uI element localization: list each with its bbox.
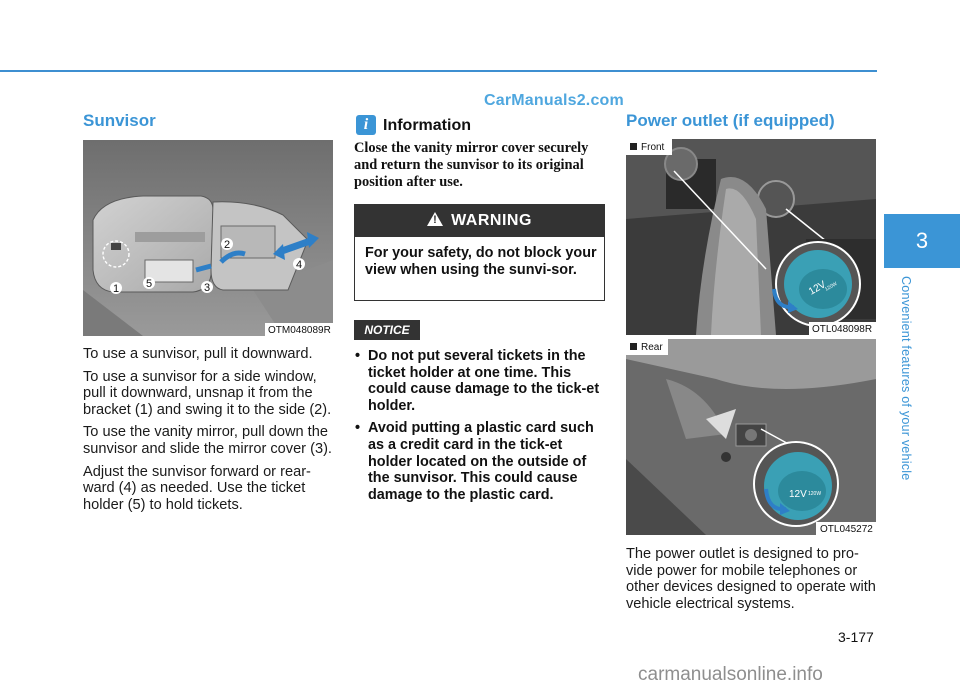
bullet-square-icon: [630, 343, 637, 350]
sunvisor-para-2: To use a sunvisor for a side window, pull it downward, unsnap it from the bracket (1) and swing it to the side (2).: [83, 368, 332, 418]
rear-outlet-photo: [626, 339, 876, 535]
power-outlet-body: The power outlet is designed to pro-vide power for mobile telephones or other devices designed to operate with vehicle electrical systems.: [626, 546, 876, 612]
page-number: 3-177: [838, 629, 874, 645]
sunvisor-para-1: To use a sunvisor, pull it downward.: [83, 346, 313, 362]
rear-outlet-drawing: [626, 339, 876, 535]
front-outlet-drawing: [626, 139, 876, 335]
information-title: Information: [383, 117, 471, 134]
front-outlet-photo: [626, 139, 876, 335]
front-label: Front: [630, 142, 664, 153]
sunvisor-text: [83, 346, 333, 519]
power-outlet-title: Power outlet (if equipped): [626, 111, 835, 130]
bullet-square-icon: [630, 143, 637, 150]
callout-2: 2: [223, 239, 231, 251]
sunvisor-para-3: To use the vanity mirror, pull down the sunvisor and slide the mirror cover (3).: [83, 424, 332, 457]
callout-3: 3: [203, 282, 211, 294]
rear-image-code: OTL045272: [820, 524, 873, 535]
chapter-title: Convenient features of your vehicle: [899, 276, 913, 481]
warning-body: For your safety, do not block your view when using the sunvi-sor.: [365, 245, 597, 278]
watermark-top[interactable]: CarManuals2.com: [484, 92, 624, 109]
notice-bullets: [354, 348, 605, 509]
sunvisor-para-4: Adjust the sunvisor forward or rear-ward (4) as needed. Use the ticket holder (5) to hold tickets.: [83, 463, 311, 513]
rear-socket-120w: 120W: [808, 491, 822, 497]
warning-triangle-icon: !: [427, 212, 443, 226]
info-icon: i: [356, 115, 376, 135]
information-body: Close the vanity mirror cover securely and return the sunvisor to its original position after use.: [354, 140, 589, 190]
callout-4: 4: [295, 259, 303, 271]
notice-bullet-1: • Do not put several tickets in the ticket holder at one time. This could cause damage to the tick-et holder.: [355, 348, 600, 414]
sunvisor-title: Sunvisor: [83, 111, 156, 130]
front-socket-12v: 12V: [807, 279, 828, 298]
header-rule: [0, 70, 877, 72]
front-socket-120w: 120W: [824, 281, 839, 293]
front-image-code: OTL048098R: [812, 324, 873, 335]
notice-bullet-2: • Avoid putting a plastic card such as a credit card in the tick-et holder located on the outside of the sunvisor. This could cause damage to the plastic card.: [355, 420, 594, 503]
sunvisor-drawing: [83, 140, 333, 336]
warning-header: [355, 205, 604, 237]
watermark-bottom[interactable]: carmanualsonline.info: [638, 664, 823, 685]
warning-box: [354, 204, 605, 301]
chapter-tab: 3: [884, 214, 960, 268]
sunvisor-illustration: [83, 140, 333, 336]
sunvisor-image-code: OTM048089R: [268, 325, 331, 336]
callout-1: 1: [112, 283, 120, 295]
notice-label: NOTICE: [354, 320, 420, 340]
rear-socket-12v: 12V: [789, 489, 807, 500]
warning-title: WARNING: [451, 212, 532, 229]
callout-5: 5: [145, 278, 153, 290]
rear-label: Rear: [630, 342, 663, 353]
